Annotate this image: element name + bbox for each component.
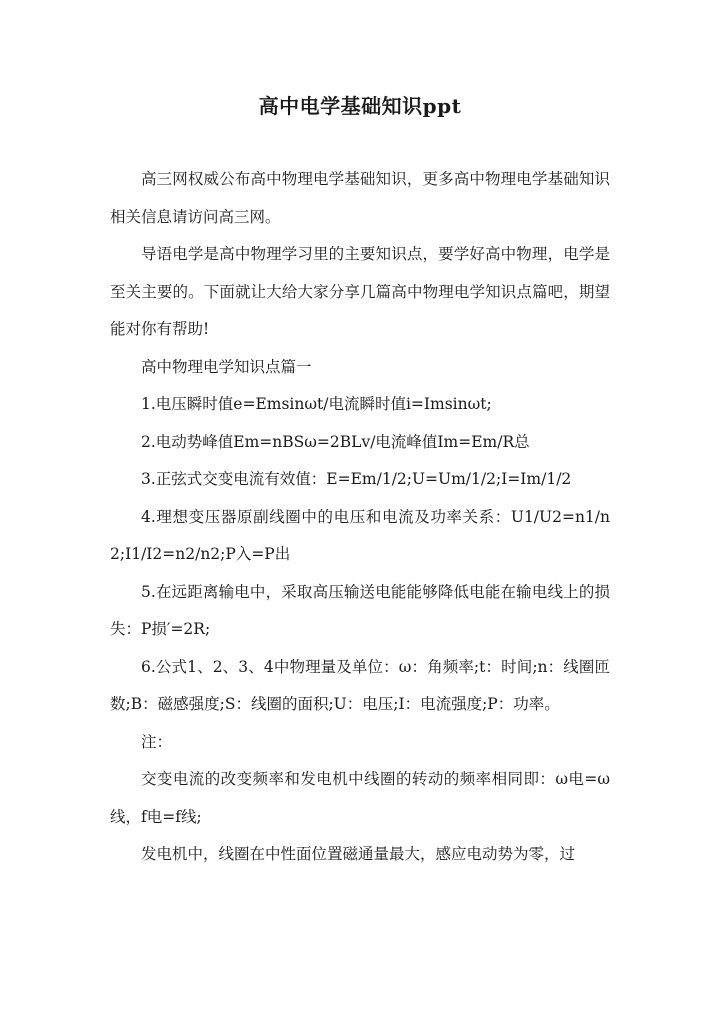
paragraph: 导语电学是高中物理学习里的主要知识点，要学好高中物理，电学是至关主要的。下面就让大给大家分享几篇高中物理电学知识点篇吧，期望能对你有帮助! [110, 245, 610, 338]
paragraph: 高中物理电学知识点篇一 [141, 357, 312, 376]
paragraph: 3.正弦式交变电流有效值：E=Em/1/2;U=Um/1/2;I=Im/1/2 [141, 470, 572, 488]
paragraph: 高三网权威公布高中物理电学基础知识，更多高中物理电学基础知识相关信息请访问高三网。 [110, 170, 610, 226]
paragraph: 2.电动势峰值Em=nBSω=2BLv/电流峰值Im=Em/R总 [141, 432, 530, 451]
document-body [110, 161, 610, 874]
paragraph: 注： [141, 732, 173, 751]
paragraph: 4.理想变压器原副线圈中的电压和电流及功率关系：U1/U2=n1/n2;I1/I2=n2/n2;P入=P出 [110, 507, 610, 563]
paragraph: 6.公式1、2、3、4中物理量及单位：ω：角频率;t：时间;n：线圈匝数;B：磁感强度;S：线圈的面积;U：电压;I：电流强度;P：功率。 [110, 657, 610, 713]
document-title: 高中电学基础知识ppt [258, 94, 462, 118]
paragraph: 5.在远距离输电中，采取高压输送电能能够降低电能在输电线上的损失：P损′=2R; [110, 582, 610, 638]
paragraph: 发电机中，线圈在中性面位置磁通量最大，感应电动势为零，过 [141, 845, 576, 863]
paragraph: 交变电流的改变频率和发电机中线圈的转动的频率相同即：ω电=ω线，f电=f线; [110, 770, 610, 826]
paragraph: 1.电压瞬时值e=Emsinωt/电流瞬时值i=Imsinωt; [141, 395, 492, 413]
